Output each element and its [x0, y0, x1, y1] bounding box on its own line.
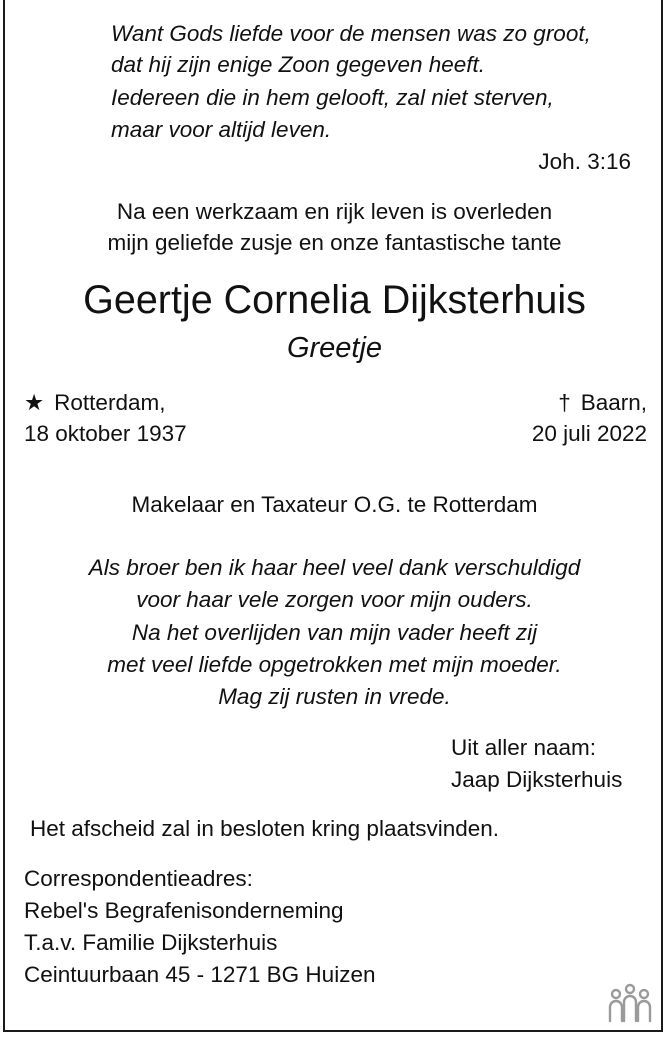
intro-line: Na een werkzaam en rijk leven is overleden [116, 199, 553, 224]
verse-line: Iedereen die in hem gelooft, zal niet sterven, [111, 85, 554, 110]
correspondence-line: Ceintuurbaan 45 - 1271 BG Huizen [24, 962, 376, 987]
birth-date: 18 oktober 1937 [24, 421, 187, 446]
deceased-nickname: Greetje [286, 332, 383, 364]
tribute-line: Als broer ben ik haar heel veel dank verschuldigd [88, 555, 581, 580]
verse-reference: Joh. 3:16 [538, 149, 631, 174]
star-icon: ★ [24, 390, 45, 415]
intro-line: mijn geliefde zusje en onze fantastische tante [107, 230, 562, 255]
correspondence-line: Rebel's Begrafenisonderneming [24, 898, 344, 923]
verse-line: maar voor altijd leven. [111, 117, 332, 142]
death-place-row [558, 387, 647, 419]
deceased-name: Geertje Cornelia Dijksterhuis [83, 278, 586, 322]
birth-place-row [24, 387, 165, 419]
correspondence-line: T.a.v. Familie Dijksterhuis [24, 930, 278, 955]
birth-place: Rotterdam, [54, 390, 166, 415]
signature-label: Uit aller naam: [451, 735, 597, 760]
people-group-icon [606, 983, 654, 1025]
profession: Makelaar en Taxateur O.G. te Rotterdam [131, 492, 538, 517]
signature-name: Jaap Dijksterhuis [451, 767, 623, 792]
tribute-line: Mag zij rusten in vrede. [218, 684, 451, 709]
death-date: 20 juli 2022 [531, 421, 647, 446]
tribute-line: Na het overlijden van mijn vader heeft zij [131, 620, 538, 645]
tribute-line: met veel liefde opgetrokken met mijn moeder. [107, 652, 562, 677]
tribute-line: voor haar vele zorgen voor mijn ouders. [136, 587, 533, 612]
verse-line: Want Gods liefde voor de mensen was zo groot, [111, 21, 591, 46]
correspondence-heading: Correspondentieadres: [24, 866, 253, 891]
farewell-text: Het afscheid zal in besloten kring plaatsvinden. [30, 816, 500, 841]
verse-line: dat hij zijn enige Zoon gegeven heeft. [111, 52, 486, 77]
death-place: Baarn, [580, 390, 647, 415]
cross-icon: † [558, 390, 571, 415]
